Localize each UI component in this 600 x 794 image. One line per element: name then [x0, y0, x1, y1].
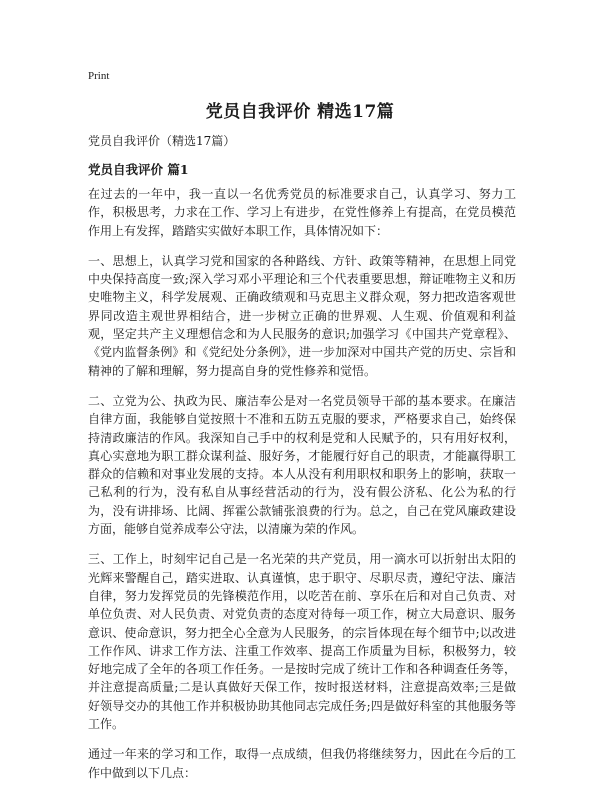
document-body — [88, 185, 516, 794]
section-heading: 党员自我评价 篇1 — [88, 162, 189, 177]
paragraph-ideology: 一、思想上，认真学习党和国家的各种路线、方针、政策等精神，在思想上同党中央保持高度一致;深入学习邓小平理论和三个代表重要思想，辩证唯物主义和历史唯物主义，科学发展观、正确政绩观和马克思主义群众观，努力把改造客观世界同改造主观世界相结合，进一步树立正确的世界观、人生观、价值观和利益观，坚定共产主义理想信念和为人民服务的意识;加强学习《中国共产党章程》、《党内监督条例》和《党纪处分条例》，进一步加深对中国共产党的历史、宗旨和精神的了解和理解，努力提高自身的党性修养和觉悟。 — [88, 253, 516, 378]
paragraph-work: 三、工作上，时刻牢记自己是一名光荣的共产党员，用一滴水可以折射出太阳的光辉来警醒自己，踏实进取、认真谨慎，忠于职守、尽职尽责，遵纪守法、廉洁自律，努力发挥党员的先锋模范作用，以吃苦在前、享乐在后和对自己负责、对单位负责、对人民负责、对党负责的态度对待每一项工作，树立大局意识、服务意识、使命意识，努力把全心全意为人民服务，的宗旨体现在每个细节中;以改进工作作风、讲求工作方法、注重工作效率、提高工作质量为目标，积极努力，较好地完成了全年的各项工作任务。一是按时完成了统计工作和各种调查任务等，并注意提高质量;二是认真做好天保工作，按时报送材料，注意提高效率;三是做好领导交办的其他工作并积极协助其他同志完成任务;四是做好科室的其他服务等工作。 — [88, 552, 516, 732]
paragraph-integrity: 二、立党为公、执政为民、廉洁奉公是对一名党员领导干部的基本要求。在廉洁自律方面，我能够自觉按照十不准和五防五克服的要求，严格要求自己，始终保持清政廉洁的作风。我深知自己手中的权利是党和人民赋予的，只有用好权利，真心实意地为职工群众谋利益、服好务，才能履行好自己的职责，才能赢得职工群众的信赖和对事业发展的支持。本人从没有利用职权和职务上的影响，获取一己私利的行为，没有私自从事经营活动的行为，没有假公济私、化公为私的行为，没有讲排场、比阔、挥霍公款铺张浪费的行为。总之，自己在党风廉政建设方面，能够自觉养成奉公守法，以清廉为荣的作风。 — [88, 393, 516, 537]
document-title: 党员自我评价 精选17篇 — [205, 102, 395, 122]
document-subtitle: 党员自我评价（精选17篇） — [88, 134, 236, 148]
paragraph-conclusion: 通过一年来的学习和工作，取得一点成绩，但我仍将继续努力，因此在今后的工作中做到以下几点： — [88, 747, 516, 780]
print-link[interactable]: Print — [88, 70, 110, 82]
paragraph-intro: 在过去的一年中，我一直以一名优秀党员的标准要求自己，认真学习、努力工作，积极思考，力求在工作、学习上有进步，在党性修养上有提高，在党员模范作用上有发挥，踏踏实实做好本职工作，具体情况如下： — [88, 187, 516, 238]
